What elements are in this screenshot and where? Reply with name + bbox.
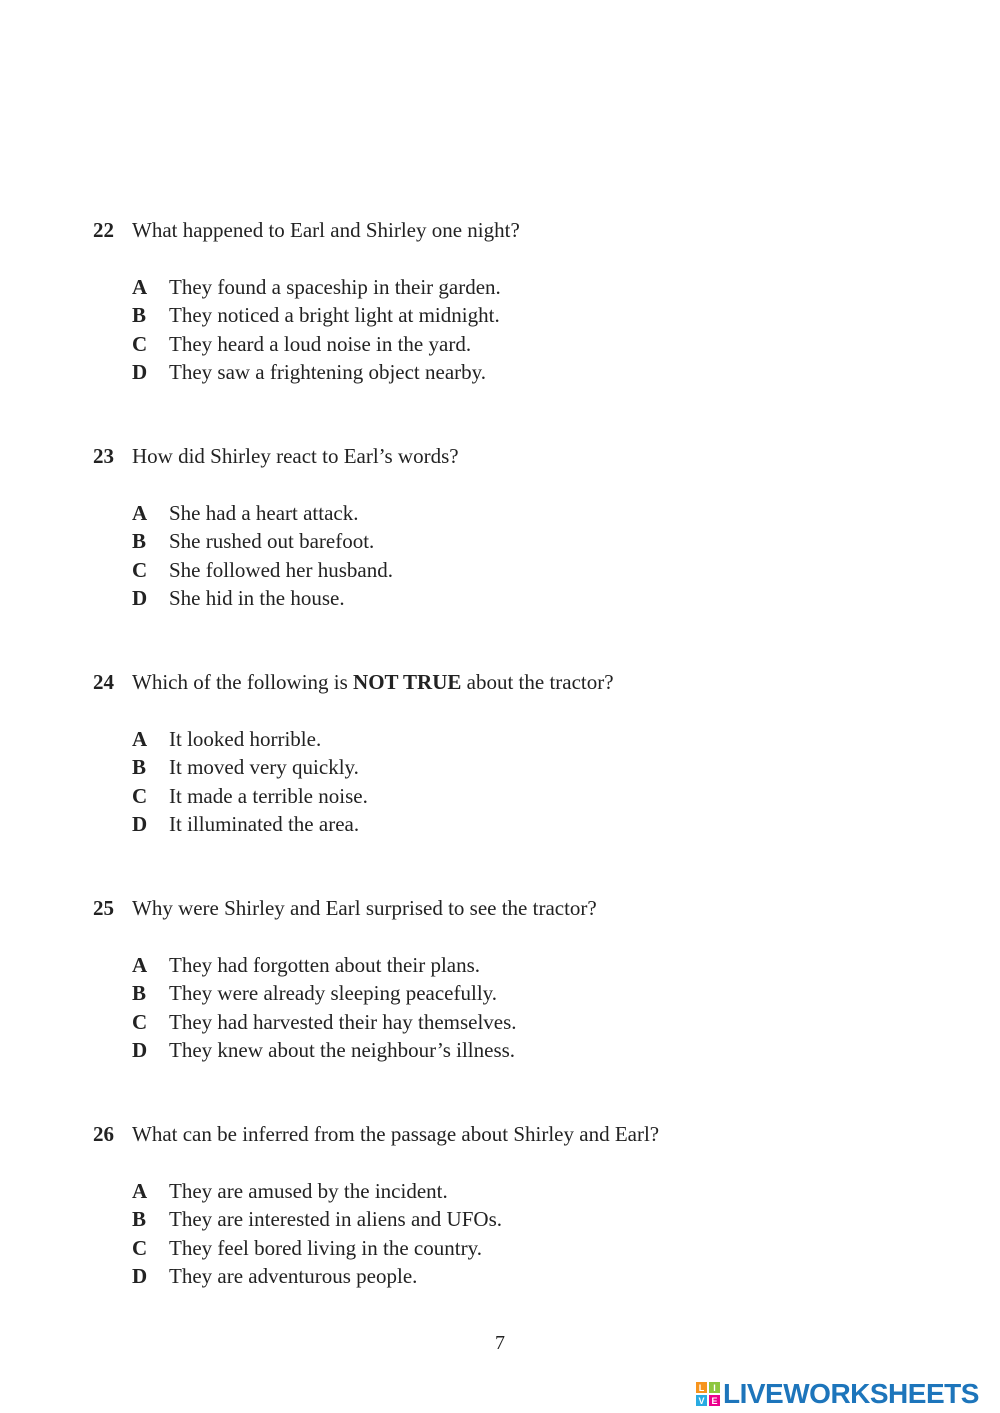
option-text: It illuminated the area. (169, 811, 360, 836)
question-25 (93, 895, 953, 1064)
option-text: They knew about the neighbour’s illness. (169, 1037, 516, 1062)
option-b[interactable] (132, 753, 953, 781)
question-text: How did Shirley react to Earl’s words? (132, 444, 459, 468)
svg-text:V: V (698, 1396, 705, 1406)
option-text: They are interested in aliens and UFOs. (169, 1207, 502, 1232)
option-letter: A (132, 953, 148, 977)
option-a[interactable] (132, 951, 953, 979)
option-letter: A (132, 275, 148, 299)
option-letter: C (132, 1235, 148, 1260)
question-text: What can be inferred from the passage about Shirley and Earl? (132, 1122, 660, 1146)
option-letter: D (132, 1037, 148, 1062)
option-c[interactable] (132, 1234, 953, 1262)
question-number: 23 (93, 444, 114, 468)
answer-options (93, 273, 953, 386)
question-text: Why were Shirley and Earl surprised to see the tractor? (132, 896, 597, 920)
option-text: It looked horrible. (169, 727, 322, 751)
question-23 (93, 443, 953, 612)
option-letter: D (132, 1263, 148, 1288)
question-stem (93, 669, 953, 695)
question-text-after: about the tractor? (461, 670, 614, 694)
option-text: They feel bored living in the country. (169, 1235, 482, 1260)
option-text: She had a heart attack. (169, 501, 359, 525)
option-b[interactable] (132, 527, 953, 555)
question-number: 22 (93, 218, 114, 242)
option-letter: B (132, 755, 147, 780)
option-text: They had forgotten about their plans. (169, 953, 481, 977)
answer-options (93, 725, 953, 838)
question-stem (93, 217, 953, 243)
question-number: 24 (93, 670, 114, 694)
question-22 (93, 217, 953, 386)
option-c[interactable] (132, 330, 953, 358)
option-letter: C (132, 331, 148, 356)
option-letter: C (132, 783, 148, 808)
question-stem (93, 443, 953, 469)
option-b[interactable] (132, 301, 953, 329)
option-letter: C (132, 557, 148, 582)
answer-options (93, 499, 953, 612)
option-text: It made a terrible noise. (169, 783, 368, 808)
question-text: What happened to Earl and Shirley one night? (132, 218, 520, 242)
question-26 (93, 1121, 953, 1290)
question-number: 26 (93, 1122, 114, 1146)
option-text: They are amused by the incident. (169, 1179, 448, 1203)
question-text-emphasis: NOT TRUE (353, 670, 462, 694)
option-d[interactable] (132, 810, 953, 838)
page-number: 7 (495, 1332, 505, 1354)
option-text: They had harvested their hay themselves. (169, 1009, 517, 1034)
option-c[interactable] (132, 556, 953, 584)
answer-options (93, 1177, 953, 1290)
option-text: She hid in the house. (169, 585, 345, 610)
option-letter: A (132, 727, 148, 751)
option-letter: D (132, 811, 148, 836)
liveworksheets-brand (696, 1377, 979, 1411)
svg-text:I: I (713, 1383, 716, 1393)
question-stem (93, 895, 953, 921)
option-c[interactable] (132, 782, 953, 810)
brand-wordmark: LIVEWORKSHEETS (723, 1378, 979, 1409)
option-text: It moved very quickly. (169, 755, 359, 780)
option-letter: A (132, 501, 148, 525)
option-c[interactable] (132, 1008, 953, 1036)
liveworksheets-logo-icon (696, 1382, 720, 1406)
option-text: They were already sleeping peacefully. (169, 981, 498, 1006)
answer-options (93, 951, 953, 1064)
option-letter: D (132, 585, 148, 610)
option-letter: C (132, 1009, 148, 1034)
option-d[interactable] (132, 358, 953, 386)
option-b[interactable] (132, 979, 953, 1007)
option-letter: D (132, 359, 148, 384)
option-d[interactable] (132, 584, 953, 612)
option-text: They heard a loud noise in the yard. (169, 331, 472, 356)
option-a[interactable] (132, 273, 953, 301)
svg-text:L: L (698, 1383, 705, 1393)
option-text: They saw a frightening object nearby. (169, 359, 487, 384)
question-stem (93, 1121, 953, 1147)
option-a[interactable] (132, 1177, 953, 1205)
option-letter: B (132, 981, 147, 1006)
option-a[interactable] (132, 499, 953, 527)
question-number: 25 (93, 896, 114, 920)
option-text: They noticed a bright light at midnight. (169, 303, 500, 328)
svg-text:E: E (711, 1396, 718, 1406)
question-24 (93, 669, 953, 838)
question-text (132, 670, 614, 694)
option-text: She followed her husband. (169, 557, 393, 582)
option-text: They found a spaceship in their garden. (169, 275, 501, 299)
option-text: They are adventurous people. (169, 1263, 418, 1288)
option-letter: B (132, 529, 147, 554)
option-b[interactable] (132, 1205, 953, 1233)
option-letter: A (132, 1179, 148, 1203)
option-d[interactable] (132, 1262, 953, 1290)
option-text: She rushed out barefoot. (169, 529, 375, 554)
option-a[interactable] (132, 725, 953, 753)
option-letter: B (132, 303, 147, 328)
question-text-before: Which of the following is (132, 670, 354, 694)
option-letter: B (132, 1207, 147, 1232)
option-d[interactable] (132, 1036, 953, 1064)
